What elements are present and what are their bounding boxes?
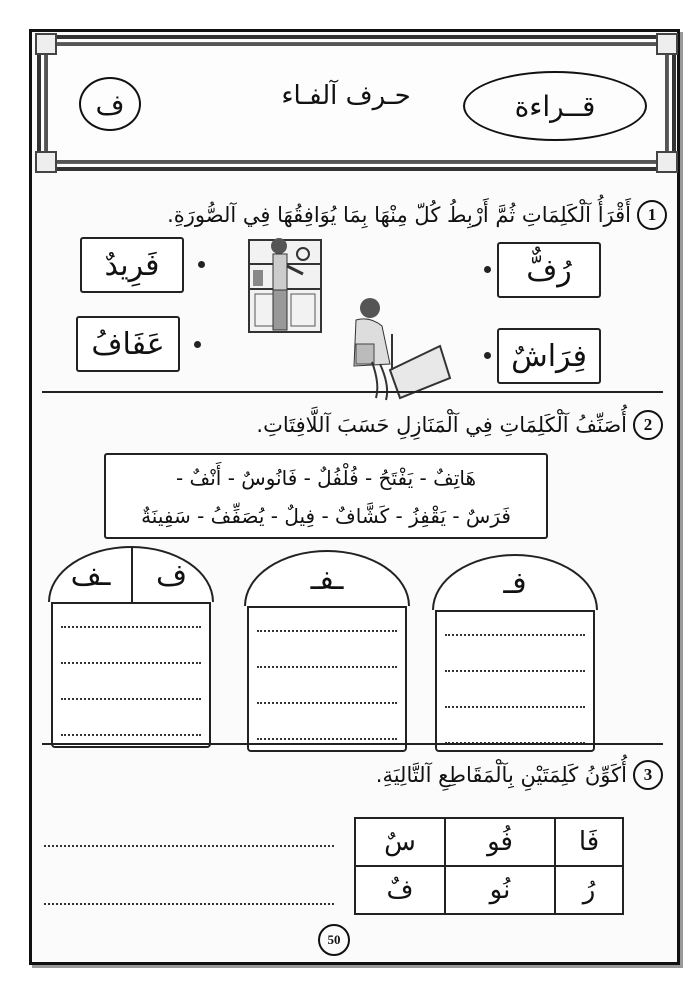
word-card-text: فَرِيدٌ <box>104 247 160 283</box>
section-3-instruction: أُكَوِّنُ كَلِمَتَيْنِ بِآلْمَقَاطِعِ آلتَّالِيَةِ. <box>375 763 627 787</box>
syllable-cell: فُو <box>445 818 555 866</box>
answer-line[interactable] <box>257 702 397 704</box>
house-body <box>247 606 407 752</box>
answer-line[interactable] <box>44 903 334 905</box>
house-roof <box>244 550 410 606</box>
house-medial-letter <box>244 550 410 752</box>
table-row <box>355 866 623 914</box>
letter-badge <box>79 77 141 131</box>
house-initial-letter <box>432 554 598 752</box>
word-card-right-1[interactable] <box>497 242 601 298</box>
match-dot[interactable] <box>194 341 201 348</box>
section-1-heading <box>167 200 667 230</box>
letter-badge-label: ف <box>95 87 125 121</box>
answer-line[interactable] <box>445 634 585 636</box>
house-roof <box>48 546 214 602</box>
answer-line[interactable] <box>61 662 201 664</box>
section-divider <box>42 743 663 745</box>
section-3-heading <box>376 760 663 790</box>
frame-corner-ornament <box>35 33 57 55</box>
word-card-left-2[interactable] <box>76 316 180 372</box>
word-bank-box <box>104 453 548 539</box>
word-bank-line-1: هَاتِفٌ - يَفْتَحُ - فُلْفُلٌ - فَانُوسٌ - أَنْفٌ - <box>175 466 477 490</box>
answer-line[interactable] <box>44 845 334 847</box>
frame-corner-ornament <box>656 151 678 173</box>
house-label-initial: فـ <box>503 565 527 601</box>
section-divider <box>42 391 663 393</box>
table-row <box>355 818 623 866</box>
lesson-type-label: قــراءة <box>514 89 596 123</box>
house-roof <box>432 554 598 610</box>
house-label-final-isolated: ف <box>155 557 188 593</box>
answer-line[interactable] <box>257 666 397 668</box>
word-bank-line-2: فَرَسٌ - يَقْفِزُ - كَشَّافٌ - فِيلٌ - يُصَفِّفُ - سَفِينَةٌ <box>141 504 511 528</box>
match-dot[interactable] <box>198 261 205 268</box>
lesson-type-oval <box>463 71 647 141</box>
boy-at-shelf-picture <box>237 234 337 344</box>
roof-divider <box>131 548 133 602</box>
match-dot[interactable] <box>484 352 491 359</box>
page-number-badge <box>318 924 350 956</box>
page-title: حـرف آلفـاء <box>281 81 411 111</box>
section-1-instruction: أَقْرَأُ آلْكَلِمَاتِ ثُمَّ أَرْبِطُ كُلّ مِنْهَا بِمَا يُوَافِقُهَا فِي آلصُّورَةِ. <box>167 203 631 227</box>
section-number-badge: 1 <box>637 200 667 230</box>
answer-line[interactable] <box>257 630 397 632</box>
syllable-cell: فَا <box>555 818 623 866</box>
worksheet-page <box>29 29 680 965</box>
section-number-badge: 3 <box>633 760 663 790</box>
house-label-final-connected: ـف <box>70 557 111 593</box>
syllable-cell: رُ <box>555 866 623 914</box>
syllable-cell: نُو <box>445 866 555 914</box>
word-card-text: عَفَافُ <box>91 326 165 362</box>
girl-making-bed-picture <box>332 294 452 404</box>
house-label-medial: ـفـ <box>310 561 344 597</box>
answer-line[interactable] <box>445 670 585 672</box>
house-body <box>435 610 595 752</box>
page-number: 50 <box>327 932 341 947</box>
syllables-table <box>354 817 624 915</box>
answer-line[interactable] <box>445 706 585 708</box>
house-body <box>51 602 211 748</box>
word-card-right-2[interactable] <box>497 328 601 384</box>
frame-corner-ornament <box>656 33 678 55</box>
syllable-cell: فٌ <box>355 866 445 914</box>
match-dot[interactable] <box>484 266 491 273</box>
answer-line[interactable] <box>61 734 201 736</box>
header-banner <box>37 35 676 171</box>
frame-corner-ornament <box>35 151 57 173</box>
answer-line[interactable] <box>61 698 201 700</box>
house-final-letter <box>48 546 214 748</box>
word-card-text: فِرَاشٌ <box>511 338 587 374</box>
answer-line[interactable] <box>257 738 397 740</box>
section-number-badge: 2 <box>633 410 663 440</box>
section-2-heading <box>256 410 663 440</box>
word-card-left-1[interactable] <box>80 237 184 293</box>
syllable-cell: سٌ <box>355 818 445 866</box>
answer-line[interactable] <box>61 626 201 628</box>
word-card-text: رُفٌّ <box>526 252 572 288</box>
section-2-instruction: أُصَنِّفُ آلْكَلِمَاتِ فِي آلْمَنَازِلِ حَسَبَ آللَّافِتَاتِ. <box>256 413 627 437</box>
